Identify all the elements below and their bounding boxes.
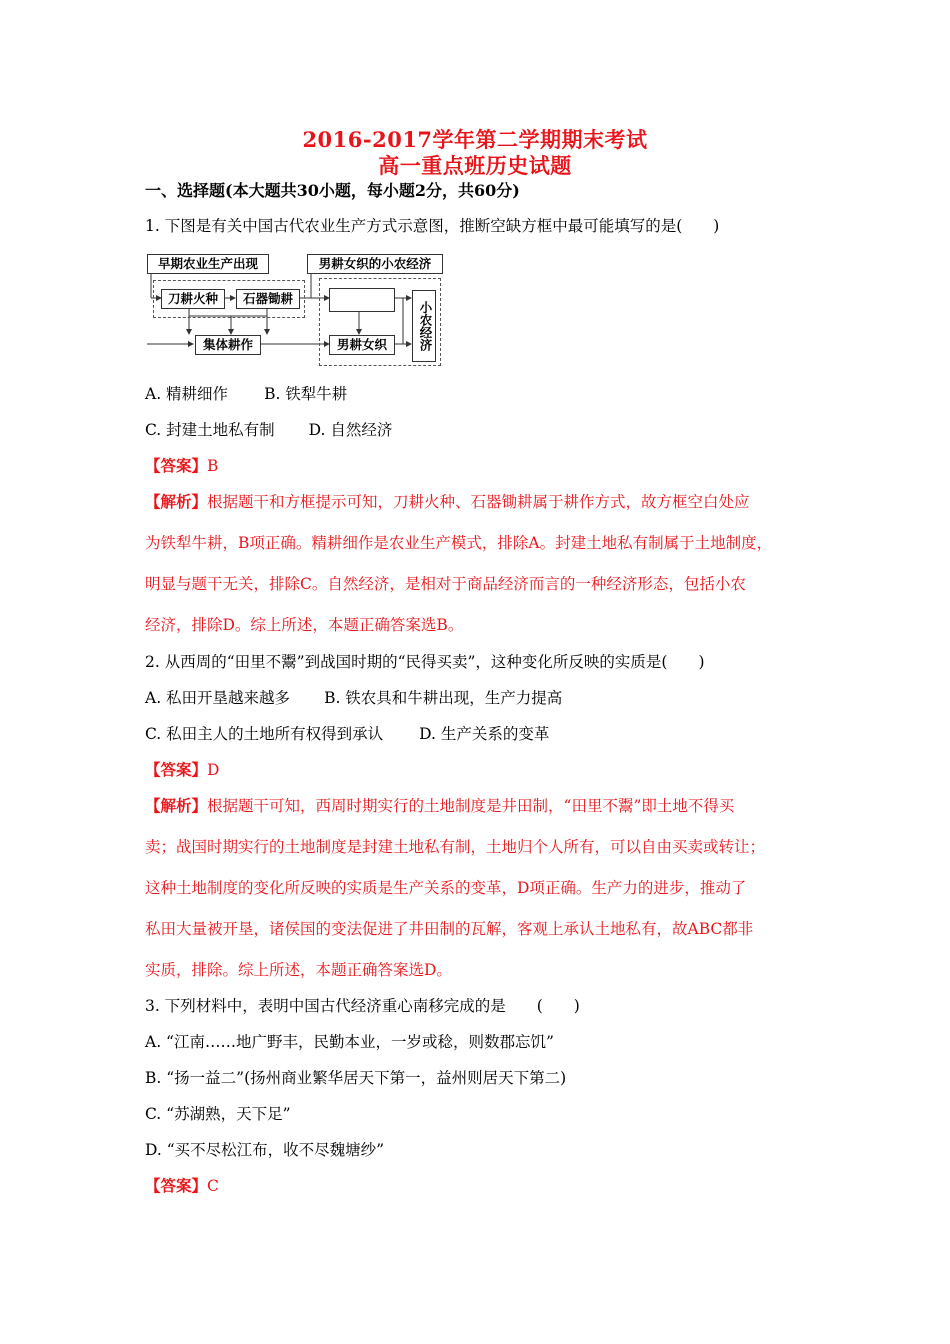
- diagram-box-early-agriculture: 早期农业生产出现: [147, 254, 269, 274]
- q2-stem: 2. 从西周的“田里不鬻”到战国时期的“民得买卖”，这种变化所反映的实质是( ): [145, 653, 705, 671]
- diagram-box-collective: 集体耕作: [195, 335, 261, 355]
- section-heading: 一、选择题(本大题共30小题，每小题2分，共60分): [145, 181, 520, 200]
- q3-option-a: A. “江南……地广野丰，民勤本业，一岁或稔，则数郡忘饥”: [145, 1033, 554, 1051]
- q2-analysis-line-1: 【解析】根据题干可知，西周时期实行的土地制度是井田制，“田里不鬻”即土地不得买: [145, 796, 735, 815]
- exam-title: 2016-2017学年第二学期期末考试: [302, 127, 648, 152]
- diagram-box-stone-hoe: 石器锄耕: [236, 289, 300, 309]
- q1-answer-value: B: [207, 457, 219, 475]
- q2-options-cd: [145, 722, 549, 744]
- q3-option-d: D. “买不尽松江布，收不尽魏塘纱”: [145, 1141, 385, 1159]
- q2-analysis-line-3: 这种土地制度的变化所反映的实质是生产关系的变革，D项正确。生产力的进步，推动了: [145, 879, 747, 897]
- q1-analysis-tag: 【解析】: [145, 492, 208, 511]
- q3-answer-value: C: [207, 1177, 219, 1195]
- q1-analysis-line-2: 为铁犁牛耕，B项正确。精耕细作是农业生产模式，排除A。封建土地私有制属于土地制度，: [145, 534, 773, 552]
- q1-option-a: A. 精耕细作: [145, 385, 229, 403]
- q2-options-ab: [145, 686, 562, 708]
- q3-option-b: B. “扬一益二”(扬州商业繁华居天下第一，益州则居天下第二): [145, 1069, 567, 1087]
- q2-analysis-line-4: 私田大量被开垦，诸侯国的变法促进了井田制的瓦解，客观上承认土地私有，故ABC都非: [145, 920, 754, 938]
- q2-option-c: C. 私田主人的土地所有权得到承认: [145, 725, 384, 743]
- q2-analysis-line-2: 卖；战国时期实行的土地制度是封建土地私有制，土地归个人所有，可以自由买卖或转让；: [145, 838, 766, 856]
- q1-option-c: C. 封建土地私有制: [145, 421, 275, 439]
- q1-option-d: D. 自然经济: [308, 421, 393, 439]
- q1-option-b: B. 铁犁牛耕: [264, 385, 348, 403]
- q2-analysis-tag: 【解析】: [145, 796, 208, 815]
- q1-stem: 1. 下图是有关中国古代农业生产方式示意图，推断空缺方框中最可能填写的是( ): [145, 217, 720, 235]
- diagram-box-slash-burn: 刀耕火种: [161, 289, 225, 309]
- q3-answer-tag: 【答案】: [145, 1176, 208, 1195]
- q2-option-a: A. 私田开垦越来越多: [145, 689, 291, 707]
- q3-stem: 3. 下列材料中，表明中国古代经济重心南移完成的是 ( ): [145, 997, 580, 1015]
- diagram-box-blank: [329, 288, 395, 312]
- q3-option-c: C. “苏湖熟，天下足”: [145, 1105, 291, 1123]
- q1-analysis-line-1: 【解析】根据题干和方框提示可知，刀耕火种、石器锄耕属于耕作方式，故方框空白处应: [145, 492, 750, 511]
- q2-option-b: B. 铁农具和牛耕出现，生产力提高: [324, 689, 563, 707]
- diagram-box-small-farm: 小农经济: [412, 290, 436, 362]
- q1-options-ab: [145, 382, 347, 404]
- q1-options-cd: [145, 418, 392, 440]
- q1-analysis-line-3: 明显与题干无关，排除C。自然经济，是相对于商品经济而言的一种经济形态，包括小农: [145, 575, 746, 593]
- q2-option-d: D. 生产关系的变革: [419, 725, 550, 743]
- q1-analysis-line-4: 经济，排除D。综上所述，本题正确答案选B。: [145, 616, 464, 634]
- q2-analysis-line-5: 实质，排除。综上所述，本题正确答案选D。: [145, 961, 452, 979]
- diagram-box-farm-weave: 男耕女织: [329, 335, 395, 355]
- diagram-box-small-farm-header: 男耕女织的小农经济: [307, 254, 443, 274]
- q3-answer: [145, 1174, 219, 1196]
- q2-answer-tag: 【答案】: [145, 760, 208, 779]
- q2-answer-value: D: [207, 761, 220, 779]
- q1-answer-tag: 【答案】: [145, 456, 208, 475]
- q1-answer: [145, 454, 218, 476]
- exam-subtitle: 高一重点班历史试题: [378, 153, 572, 178]
- q2-answer: [145, 758, 219, 780]
- q1-diagram: [145, 250, 445, 368]
